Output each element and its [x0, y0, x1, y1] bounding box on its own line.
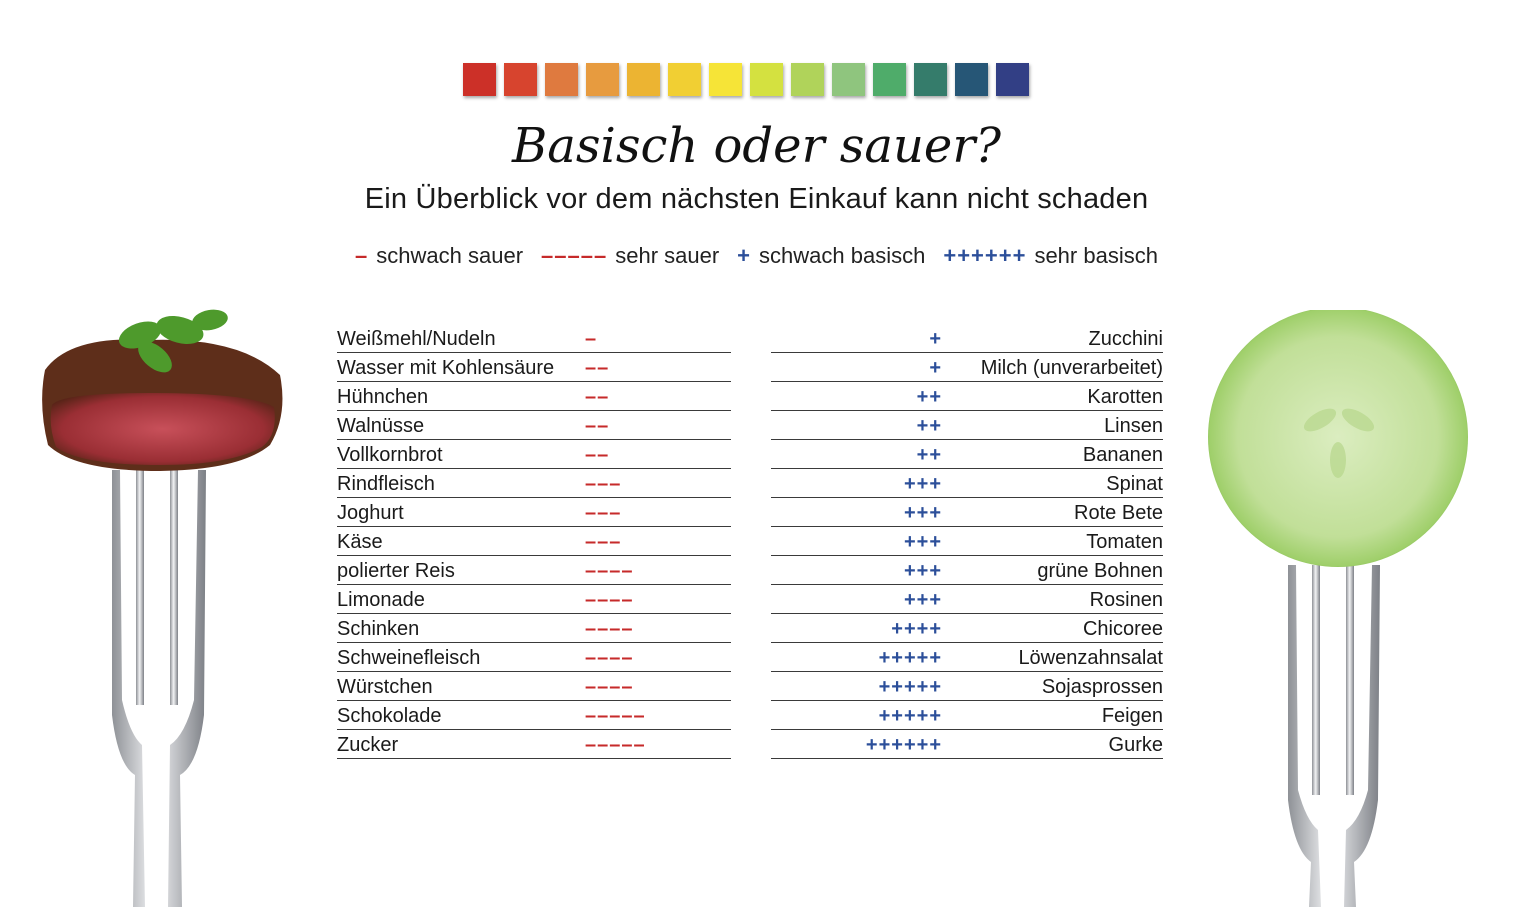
- rating-symbols: +++++: [878, 705, 942, 727]
- legend-label: sehr basisch: [1034, 243, 1158, 268]
- alkaline-foods-table: [771, 324, 1163, 759]
- rating-symbols: ++: [916, 444, 942, 466]
- food-row: [771, 672, 1163, 701]
- food-name: Milch (unverarbeitet): [980, 357, 1163, 379]
- rating-symbols: ++++++: [865, 734, 942, 756]
- food-name: Joghurt: [337, 502, 404, 524]
- food-row: [337, 353, 731, 382]
- food-row: [771, 353, 1163, 382]
- food-row: [337, 730, 731, 759]
- food-row: [337, 411, 731, 440]
- food-name: Chicoree: [1082, 618, 1163, 640]
- legend-label: schwach basisch: [759, 243, 926, 268]
- food-name: Käse: [337, 531, 383, 553]
- food-name: Rote Bete: [1074, 502, 1163, 524]
- legend-item-weak-base: [737, 243, 925, 269]
- color-swatch-9: [791, 63, 824, 96]
- food-name: Wasser mit Kohlensäure: [337, 357, 555, 379]
- color-swatch-11: [873, 63, 906, 96]
- color-scale: [463, 63, 1029, 96]
- food-row: [771, 556, 1163, 585]
- color-swatch-1: [463, 63, 496, 96]
- rating-symbols: +++++: [878, 647, 942, 669]
- food-name: Bananen: [1082, 444, 1163, 466]
- food-name: Feigen: [1101, 705, 1163, 727]
- food-name: Weißmehl/Nudeln: [337, 328, 496, 350]
- food-name: Schinken: [337, 618, 420, 640]
- rating-symbols: +++: [903, 560, 942, 582]
- legend-symbol: ++++++: [943, 243, 1027, 268]
- rating-symbols: +: [929, 328, 942, 350]
- food-name: Schokolade: [337, 705, 442, 727]
- food-row: [337, 440, 731, 469]
- food-row: [771, 614, 1163, 643]
- food-row: [337, 382, 731, 411]
- rating-symbols: –––: [585, 531, 622, 553]
- rating-symbols: ––––: [585, 560, 634, 582]
- food-name: Rindfleisch: [337, 473, 435, 495]
- legend-item-weak-acid: [355, 243, 523, 269]
- food-row: [771, 440, 1163, 469]
- rating-symbols: –: [585, 328, 598, 350]
- food-name: Löwenzahnsalat: [1018, 647, 1163, 669]
- food-row: [337, 324, 731, 353]
- food-name: Walnüsse: [337, 415, 425, 437]
- food-row: [771, 411, 1163, 440]
- food-row: [771, 324, 1163, 353]
- food-name: Karotten: [1087, 386, 1163, 408]
- rating-symbols: +++++: [878, 676, 942, 698]
- food-row: [771, 701, 1163, 730]
- food-name: Limonade: [337, 589, 425, 611]
- food-name: Vollkornbrot: [337, 444, 443, 466]
- food-row: [771, 498, 1163, 527]
- food-row: [337, 672, 731, 701]
- legend-label: sehr sauer: [615, 243, 720, 268]
- rating-symbols: ––: [585, 357, 610, 379]
- legend-symbol: –––––: [541, 243, 608, 268]
- rating-symbols: ––: [585, 444, 610, 466]
- food-row: [771, 730, 1163, 759]
- color-swatch-4: [586, 63, 619, 96]
- rating-symbols: ++: [916, 386, 942, 408]
- steak-on-fork-illustration: [30, 295, 300, 907]
- food-row: [337, 585, 731, 614]
- rating-symbols: –––: [585, 502, 622, 524]
- rating-symbols: ––: [585, 415, 610, 437]
- food-row: [771, 643, 1163, 672]
- legend-item-strong-base: [943, 243, 1158, 269]
- food-name: Schweinefleisch: [337, 647, 481, 669]
- food-row: [337, 498, 731, 527]
- rating-symbols: –––––: [585, 705, 646, 727]
- rating-symbols: ++++: [891, 618, 942, 640]
- food-row: [337, 527, 731, 556]
- legend-item-strong-acid: [541, 243, 719, 269]
- legend-symbol: +: [737, 243, 752, 268]
- food-row: [337, 614, 731, 643]
- food-name: Zucchini: [1088, 328, 1163, 350]
- rating-symbols: ––––: [585, 589, 634, 611]
- food-name: Tomaten: [1086, 531, 1163, 553]
- rating-symbols: +++: [903, 531, 942, 553]
- page-title: Basisch oder sauer?: [511, 118, 1002, 174]
- legend-label: schwach sauer: [376, 243, 524, 268]
- food-row: [337, 469, 731, 498]
- food-name: polierter Reis: [337, 560, 455, 582]
- rating-symbols: +++: [903, 589, 942, 611]
- acidic-foods-table: [337, 324, 731, 759]
- food-row: [771, 382, 1163, 411]
- food-row: [337, 701, 731, 730]
- rating-symbols: +++: [903, 473, 942, 495]
- rating-symbols: –––: [585, 473, 622, 495]
- rating-symbols: ––––: [585, 647, 634, 669]
- food-name: Würstchen: [337, 676, 433, 698]
- food-row: [337, 556, 731, 585]
- food-name: Linsen: [1104, 415, 1163, 437]
- color-swatch-2: [504, 63, 537, 96]
- color-swatch-7: [709, 63, 742, 96]
- legend: [0, 243, 1513, 269]
- color-swatch-3: [545, 63, 578, 96]
- food-name: Rosinen: [1089, 589, 1163, 611]
- food-name: Sojasprossen: [1041, 676, 1163, 698]
- rating-symbols: ++: [916, 415, 942, 437]
- food-row: [771, 469, 1163, 498]
- rating-symbols: ––––: [585, 676, 634, 698]
- color-swatch-5: [627, 63, 660, 96]
- legend-symbol: –: [355, 243, 369, 268]
- color-swatch-8: [750, 63, 783, 96]
- food-name: Gurke: [1108, 734, 1163, 756]
- rating-symbols: –––––: [585, 734, 646, 756]
- food-name: grüne Bohnen: [1037, 560, 1163, 582]
- color-swatch-10: [832, 63, 865, 96]
- color-swatch-12: [914, 63, 947, 96]
- cucumber-on-fork-illustration: [1200, 310, 1480, 907]
- food-name: Zucker: [337, 734, 399, 756]
- food-row: [337, 643, 731, 672]
- rating-symbols: ––––: [585, 618, 634, 640]
- page-subtitle: Ein Überblick vor dem nächsten Einkauf kann nicht schaden: [364, 183, 1149, 215]
- rating-symbols: +: [929, 357, 942, 379]
- color-swatch-14: [996, 63, 1029, 96]
- food-row: [771, 585, 1163, 614]
- food-name: Spinat: [1106, 473, 1163, 495]
- color-swatch-6: [668, 63, 701, 96]
- rating-symbols: +++: [903, 502, 942, 524]
- food-name: Hühnchen: [337, 386, 429, 408]
- color-swatch-13: [955, 63, 988, 96]
- rating-symbols: ––: [585, 386, 610, 408]
- food-row: [771, 527, 1163, 556]
